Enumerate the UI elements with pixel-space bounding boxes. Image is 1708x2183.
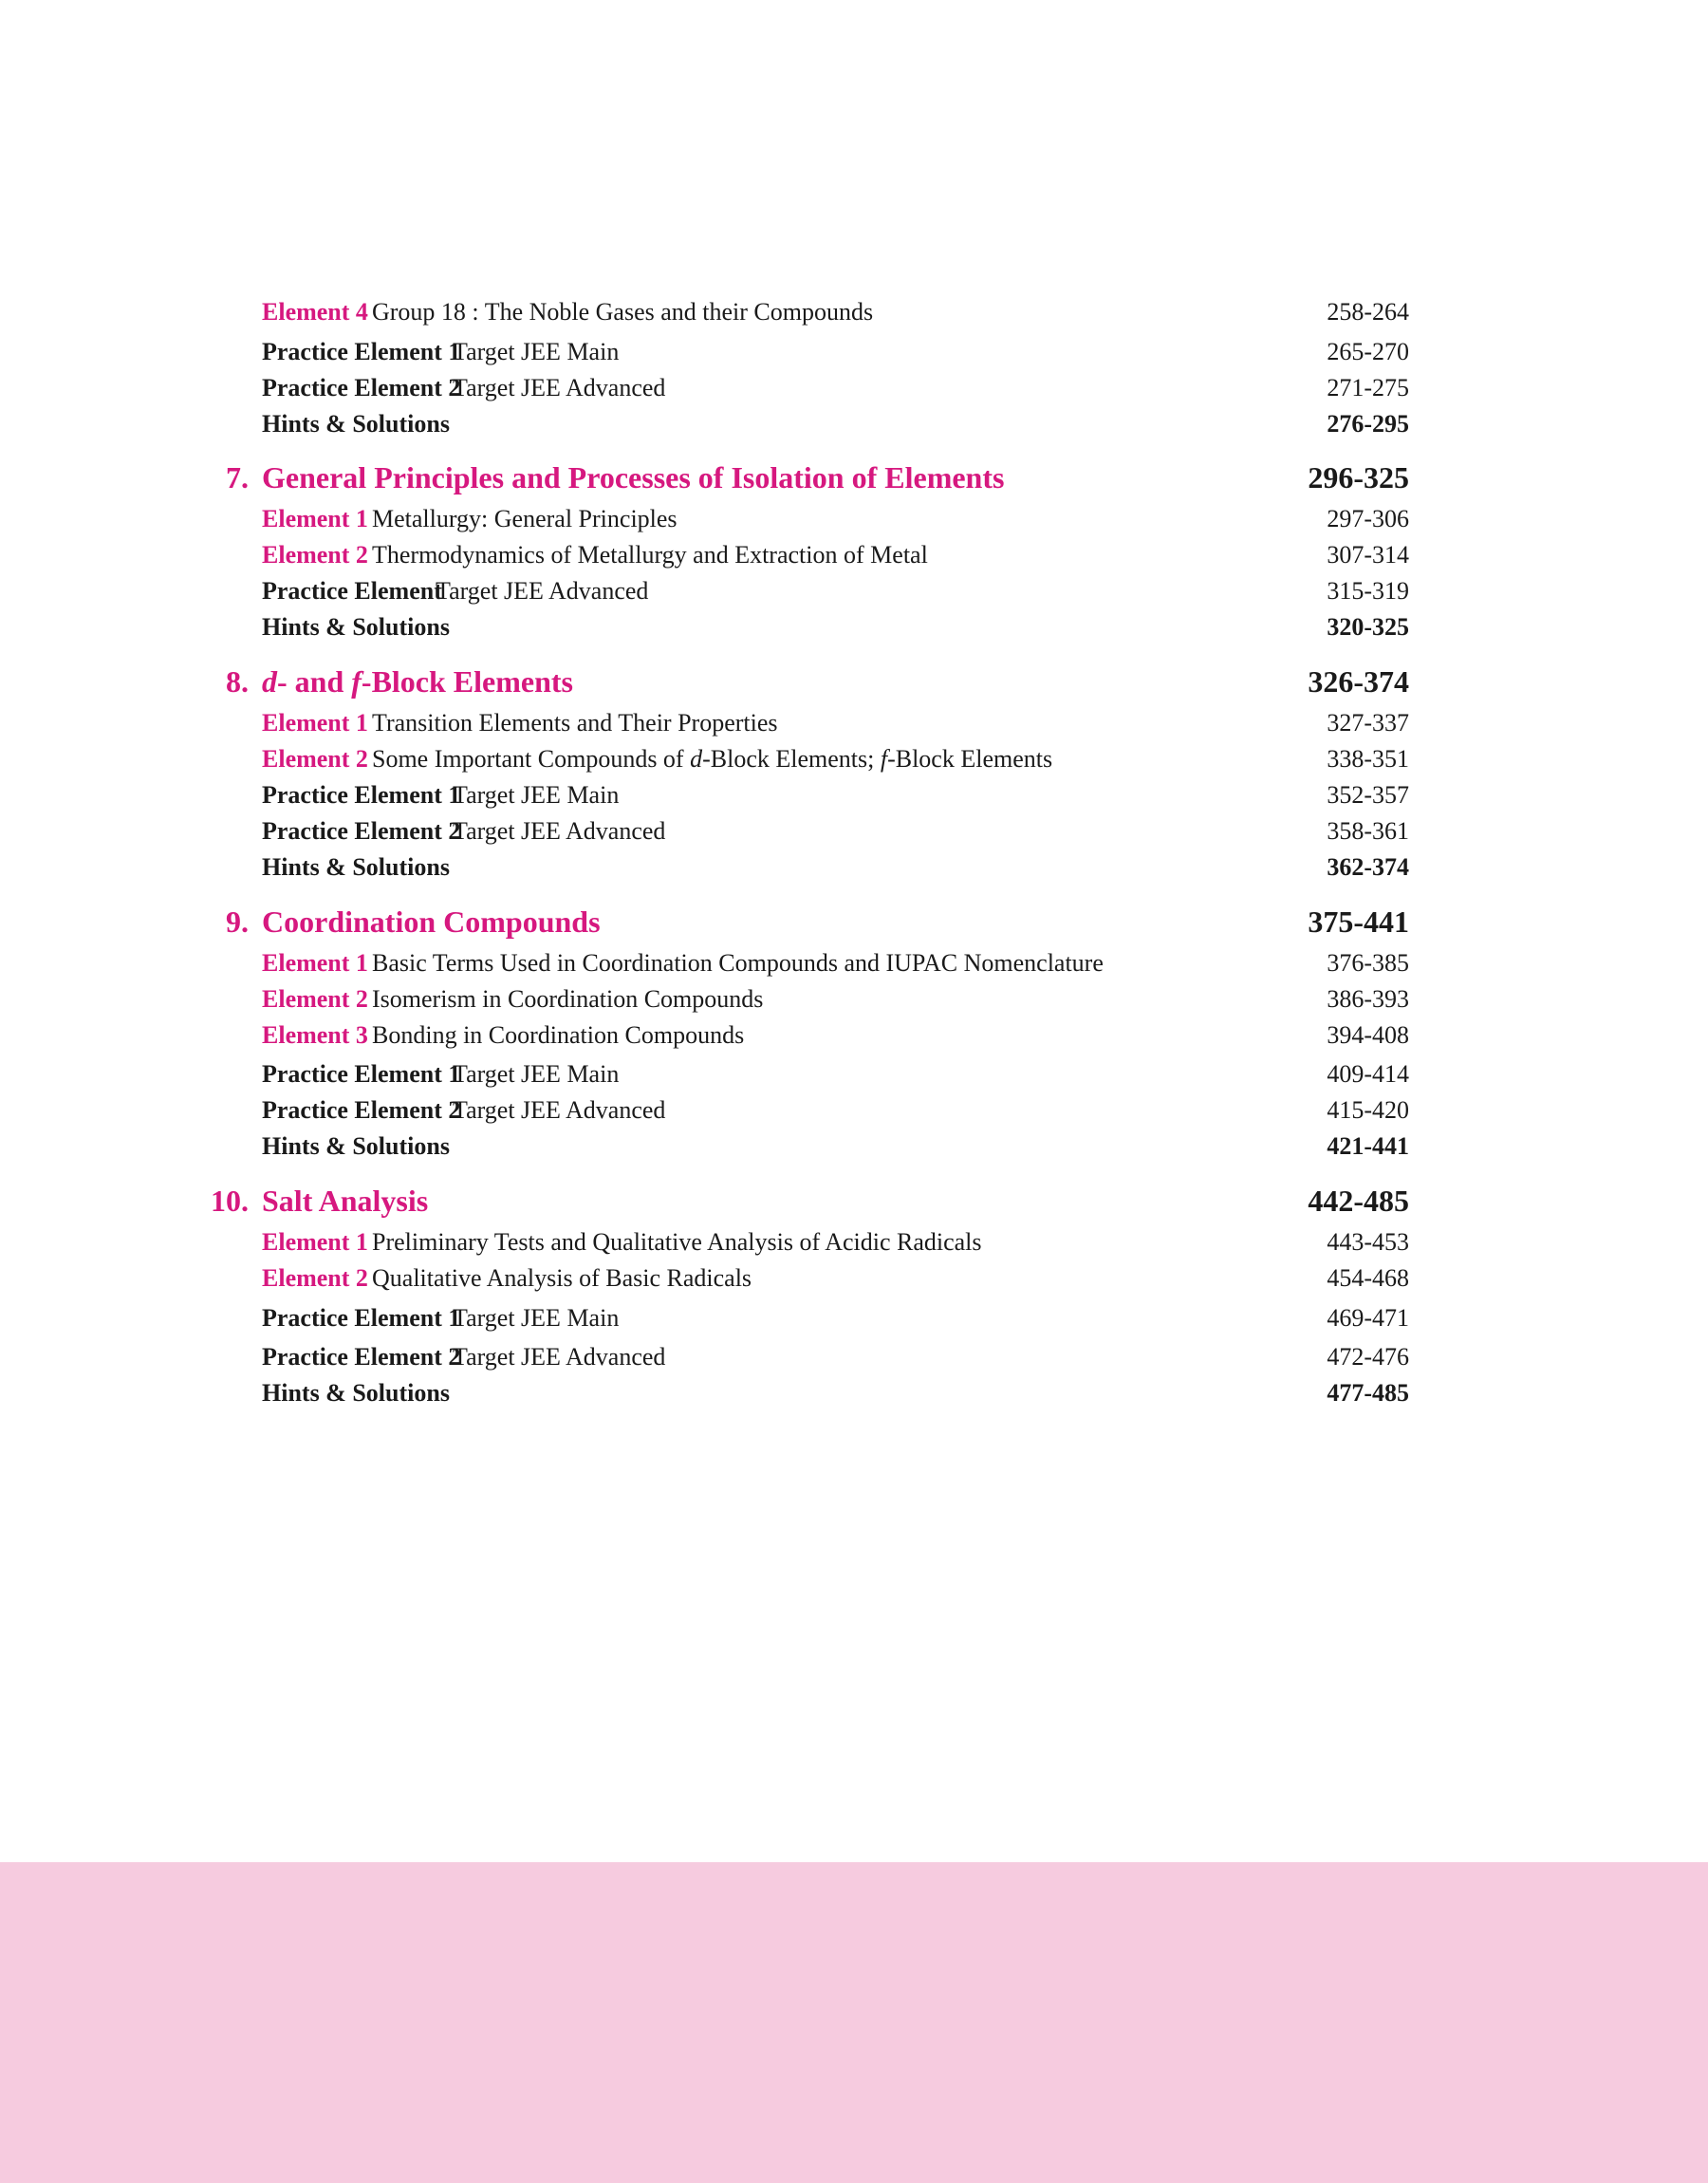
page-range: 386-393 [1327, 985, 1409, 1013]
chapter-title: d- and f-Block Elements [262, 664, 573, 699]
page-range: 307-314 [1327, 541, 1409, 569]
practice-target: Target JEE Advanced [453, 374, 666, 401]
hints-label: Hints & Solutions [262, 853, 450, 881]
footer-band [0, 1862, 1708, 2183]
element-tag: Element 1 [262, 949, 368, 977]
element-title: Isomerism in Coordination Compounds [372, 985, 764, 1013]
page-range: 362-374 [1327, 853, 1409, 881]
toc-element-row[interactable] [0, 294, 1708, 336]
chapter-number: 9. [226, 905, 249, 939]
toc-hints-row[interactable] [0, 1129, 1708, 1170]
page-range: 477-485 [1327, 1379, 1409, 1407]
toc-element-row[interactable] [0, 1017, 1708, 1059]
page-range: 326-374 [1308, 664, 1409, 699]
page-range: 375-441 [1308, 905, 1409, 939]
page-range: 376-385 [1327, 949, 1409, 977]
page-range: 421-441 [1327, 1132, 1409, 1160]
toc-chapter-8[interactable] [0, 664, 1708, 706]
chapter-number: 7. [226, 460, 249, 494]
page-range: 472-476 [1327, 1343, 1409, 1371]
element-tag: Element 1 [262, 505, 368, 532]
element-tag: Element 1 [262, 709, 368, 737]
element-tag: Element 2 [262, 745, 368, 773]
page-range: 442-485 [1308, 1184, 1409, 1218]
practice-label: Practice Element 1 [262, 781, 461, 809]
element-title: Qualitative Analysis of Basic Radicals [372, 1264, 752, 1292]
page-range: 315-319 [1327, 577, 1409, 605]
page-range: 265-270 [1327, 338, 1409, 365]
element-tag: Element 4 [262, 298, 368, 326]
practice-target: Target JEE Advanced [453, 1096, 666, 1124]
page-range: 320-325 [1327, 613, 1409, 641]
practice-label: Practice Element 2 [262, 374, 461, 401]
element-title: Metallurgy: General Principles [372, 505, 678, 532]
page-range: 358-361 [1327, 817, 1409, 845]
practice-label: Practice Element 1 [262, 1304, 461, 1332]
element-title: Group 18 : The Noble Gases and their Compounds [372, 298, 874, 326]
element-title: Basic Terms Used in Coordination Compounds and IUPAC Nomenclature [372, 949, 1104, 977]
toc-practice-row[interactable] [0, 1300, 1708, 1342]
page-range: 409-414 [1327, 1060, 1409, 1088]
element-title: Bonding in Coordination Compounds [372, 1021, 745, 1049]
toc-hints-row[interactable] [0, 849, 1708, 891]
practice-label: Practice Element 1 [262, 338, 461, 365]
toc-chapter-10[interactable] [0, 1184, 1708, 1225]
chapter-title: General Principles and Processes of Isolation of Elements [262, 460, 1005, 494]
toc-element-row[interactable] [0, 1260, 1708, 1302]
element-tag: Element 2 [262, 541, 368, 569]
chapter-title: Coordination Compounds [262, 905, 601, 939]
practice-target: Target JEE Main [453, 781, 620, 809]
element-title: Preliminary Tests and Qualitative Analysis of Acidic Radicals [372, 1228, 982, 1256]
element-title: Transition Elements and Their Properties [372, 709, 778, 737]
page-range: 258-264 [1327, 298, 1409, 326]
hints-label: Hints & Solutions [262, 1132, 450, 1160]
page-range: 276-295 [1327, 410, 1409, 438]
element-tag: Element 3 [262, 1021, 368, 1049]
practice-label: Practice Element 2 [262, 1343, 461, 1371]
page-range: 338-351 [1327, 745, 1409, 773]
practice-target: Target JEE Main [453, 338, 620, 365]
page-range: 469-471 [1327, 1304, 1409, 1332]
toc-hints-row[interactable] [0, 406, 1708, 448]
practice-target: Target JEE Main [453, 1060, 620, 1088]
hints-label: Hints & Solutions [262, 410, 450, 438]
element-title: Some Important Compounds of d-Block Elements; f-Block Elements [372, 745, 1053, 773]
practice-label: Practice Element 1 [262, 1060, 461, 1088]
element-tag: Element 2 [262, 985, 368, 1013]
page-range: 352-357 [1327, 781, 1409, 809]
practice-label: Practice Element [262, 577, 442, 605]
toc-chapter-9[interactable] [0, 905, 1708, 946]
page-range: 296-325 [1308, 460, 1409, 494]
chapter-number: 10. [211, 1184, 249, 1218]
practice-target: Target JEE Main [453, 1304, 620, 1332]
page-range: 415-420 [1327, 1096, 1409, 1124]
page-range: 297-306 [1327, 505, 1409, 532]
practice-target: Target JEE Advanced [453, 1343, 666, 1371]
practice-label: Practice Element 2 [262, 817, 461, 845]
toc-chapter-7[interactable] [0, 460, 1708, 502]
page-range: 454-468 [1327, 1264, 1409, 1292]
page-range: 327-337 [1327, 709, 1409, 737]
practice-label: Practice Element 2 [262, 1096, 461, 1124]
element-tag: Element 1 [262, 1228, 368, 1256]
element-tag: Element 2 [262, 1264, 368, 1292]
element-title: Thermodynamics of Metallurgy and Extraction of Metal [372, 541, 928, 569]
page-range: 443-453 [1327, 1228, 1409, 1256]
page-range: 394-408 [1327, 1021, 1409, 1049]
page-range: 271-275 [1327, 374, 1409, 401]
chapter-number: 8. [226, 664, 249, 699]
chapter-title: Salt Analysis [262, 1184, 429, 1218]
hints-label: Hints & Solutions [262, 1379, 450, 1407]
practice-target: Target JEE Advanced [453, 817, 666, 845]
hints-label: Hints & Solutions [262, 613, 450, 641]
toc-hints-row[interactable] [0, 1375, 1708, 1417]
practice-target: Target JEE Advanced [436, 577, 649, 605]
toc-hints-row[interactable] [0, 609, 1708, 651]
